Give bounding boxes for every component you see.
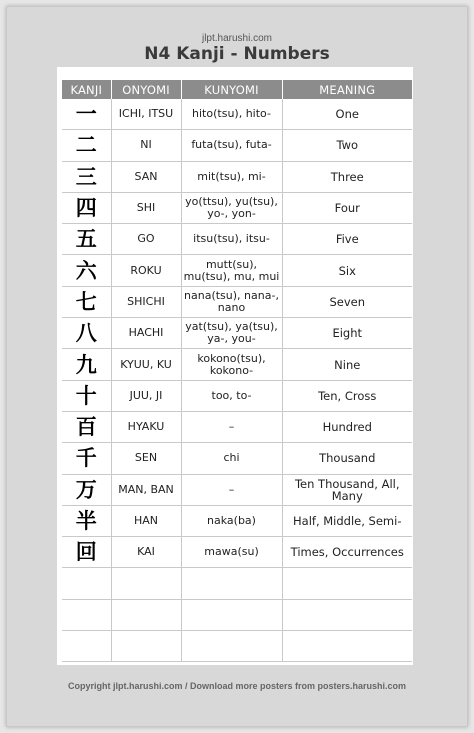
onyomi-cell: MAN, BAN	[111, 474, 181, 505]
table-row	[62, 318, 412, 349]
empty-row	[62, 631, 412, 662]
kunyomi-cell: too, to-	[181, 380, 282, 411]
meaning-cell: Thousand	[282, 443, 412, 474]
meaning-cell: Ten Thousand, All, Many	[282, 474, 412, 505]
onyomi-cell: HACHI	[111, 318, 181, 349]
table-row	[62, 349, 412, 380]
onyomi-cell: SAN	[111, 161, 181, 192]
kunyomi-cell: naka(ba)	[181, 505, 282, 536]
kanji-cell: 九	[62, 349, 111, 380]
kanji-cell: 一	[62, 99, 111, 130]
kanji-cell: 三	[62, 161, 111, 192]
table-row	[62, 505, 412, 536]
page-title: N4 Kanji - Numbers	[144, 44, 330, 64]
kanji-cell: 七	[62, 286, 111, 317]
table-row	[62, 192, 412, 223]
kunyomi-cell: –	[181, 474, 282, 505]
table-row	[62, 380, 412, 411]
kunyomi-cell: mawa(su)	[181, 537, 282, 568]
kanji-cell: 万	[62, 474, 111, 505]
header-kanji: KANJI	[62, 80, 111, 99]
table-row	[62, 224, 412, 255]
table-row	[62, 537, 412, 568]
kunyomi-cell: mutt(su), mu(tsu), mu, mui	[181, 255, 282, 286]
kanji-cell: 十	[62, 380, 111, 411]
kanji-cell: 八	[62, 318, 111, 349]
kunyomi-cell: kokono(tsu), kokono-	[181, 349, 282, 380]
onyomi-cell: SHI	[111, 192, 181, 223]
onyomi-cell: KAI	[111, 537, 181, 568]
onyomi-cell: SEN	[111, 443, 181, 474]
header-row	[62, 80, 412, 99]
table-row	[62, 99, 412, 130]
table-row	[62, 443, 412, 474]
empty-row	[62, 599, 412, 630]
table-row	[62, 474, 412, 505]
header-onyomi: ONYOMI	[111, 80, 181, 99]
onyomi-cell: JUU, JI	[111, 380, 181, 411]
site-url: jlpt.harushi.com	[201, 33, 273, 44]
header-kunyomi: KUNYOMI	[181, 80, 282, 99]
onyomi-cell: SHICHI	[111, 286, 181, 317]
kanji-cell: 百	[62, 411, 111, 442]
meaning-cell: Two	[282, 130, 412, 161]
kunyomi-cell: yat(tsu), ya(tsu), ya-, you-	[181, 318, 282, 349]
kunyomi-cell: mit(tsu), mi-	[181, 161, 282, 192]
kanji-cell: 回	[62, 537, 111, 568]
kunyomi-cell: yo(ttsu), yu(tsu), yo-, yon-	[181, 192, 282, 223]
table-row	[62, 255, 412, 286]
kanji-cell: 二	[62, 130, 111, 161]
kanji-table	[62, 80, 412, 662]
table-row	[62, 130, 412, 161]
onyomi-cell: GO	[111, 224, 181, 255]
onyomi-cell: ROKU	[111, 255, 181, 286]
kanji-cell: 五	[62, 224, 111, 255]
meaning-cell: Nine	[282, 349, 412, 380]
meaning-cell: Five	[282, 224, 412, 255]
meaning-cell: Four	[282, 192, 412, 223]
copyright-footer: Copyright jlpt.harushi.com / Download more posters from posters.harushi.com	[67, 681, 407, 691]
meaning-cell: Times, Occurrences	[282, 537, 412, 568]
meaning-cell: Hundred	[282, 411, 412, 442]
meaning-cell: One	[282, 99, 412, 130]
kunyomi-cell: hito(tsu), hito-	[181, 99, 282, 130]
kanji-cell: 半	[62, 505, 111, 536]
kunyomi-cell: –	[181, 411, 282, 442]
kunyomi-cell: futa(tsu), futa-	[181, 130, 282, 161]
empty-row	[62, 568, 412, 599]
table-row	[62, 161, 412, 192]
meaning-cell: Ten, Cross	[282, 380, 412, 411]
meaning-cell: Three	[282, 161, 412, 192]
header-meaning: MEANING	[282, 80, 412, 99]
onyomi-cell: HYAKU	[111, 411, 181, 442]
meaning-cell: Eight	[282, 318, 412, 349]
meaning-cell: Seven	[282, 286, 412, 317]
onyomi-cell: KYUU, KU	[111, 349, 181, 380]
meaning-cell: Six	[282, 255, 412, 286]
kunyomi-cell: itsu(tsu), itsu-	[181, 224, 282, 255]
table-row	[62, 286, 412, 317]
table-row	[62, 411, 412, 442]
kanji-cell: 四	[62, 192, 111, 223]
kunyomi-cell: nana(tsu), nana-, nano	[181, 286, 282, 317]
onyomi-cell: ICHI, ITSU	[111, 99, 181, 130]
kanji-cell: 六	[62, 255, 111, 286]
meaning-cell: Half, Middle, Semi-	[282, 505, 412, 536]
onyomi-cell: HAN	[111, 505, 181, 536]
onyomi-cell: NI	[111, 130, 181, 161]
kanji-cell: 千	[62, 443, 111, 474]
kunyomi-cell: chi	[181, 443, 282, 474]
